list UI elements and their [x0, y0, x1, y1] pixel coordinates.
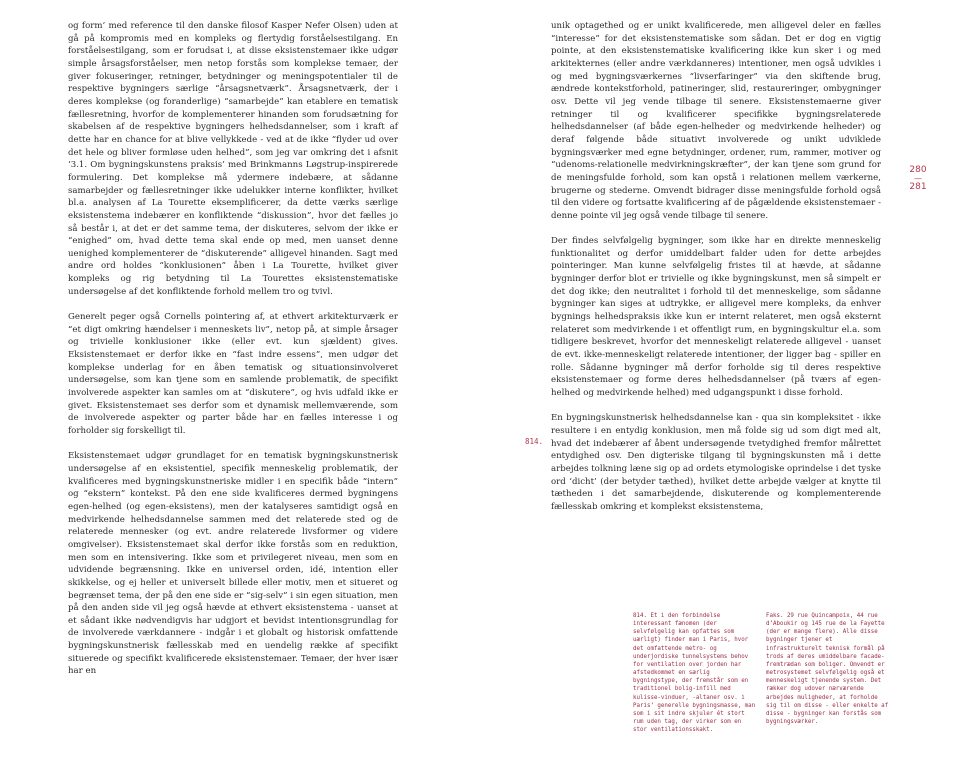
- right-paragraph-1: unik optagethed og er unikt kvalificerede, men alligevel deler en fælles “interesse” for det eksistenstematiske som sådan. Det er dog en vigtig pointe, at den eksistenstematiske kvalificering ikke kun sker i og med arkitekternes (eller andre værkdanneres) intentioner, men også udvikles i og med bygningsværkernes “livserfaringer” via den skiftende brug, ændrede kontekstforhold, patineringer, slid, restaureringer, ombygninger osv. Dette vil jeg vende tilbage til senere. Eksistenstemaerne giver retninger til og kvalificerer specifikke bygningsrelaterede helhedsdannelser (af både egen-helheder og medvirkende helheder) og deraf følgende både situativt involverede og unikt udviklede bygningsværker med egne betydninger, ordener, rum, rammer, motiver og “udenoms-relationelle medvirkningskræfter”, der kan tjene som grund for de meningsfulde forhold, som kan opstå i relationen mellem værkerne, brugerne og stederne. Omvendt bidrager disse meningsfulde forhold også til den videre og fortsatte kvalificering af de pågældende eksistenstemaer - denne pointe vil jeg også vende tilbage til senere.: [551, 21, 881, 221]
- page-number-dash: —: [914, 174, 922, 183]
- footnote-column-1: 814. Et i den forbindelse interessant fænomen (der selvfølgelig kan opfattes som uærligt) finder man i Paris, hvor det omfattende metro- og underjordiske tunnelsystems behov for ventilation over jorden har afstedkommet en særlig bygningstype, der fremstår som en traditionel bolig-infill med kulisse-vinduer, -altaner osv. i Paris’ generelle bygningsmasse, man som i sit indre skjuler ét stort rum uden tag, der virker som en stor ventilationsskakt.: [633, 613, 756, 734]
- footnote-marker: 814.: [525, 437, 544, 446]
- left-paragraph-2: Generelt peger også Cornells pointering af, at ethvert arkitekturværk er “et digt omkring hændelser i menneskets liv”, netop på, at simple årsager og trivielle konklusioner ikke (eller evt. kun sjældent) gives. Eksistenstemaet er derfor ikke en “fast indre essens”, men udgør det komplekse underlag for en åben tematisk og situationsinvolveret undersøgelse, som kan tjene som en samlende problematik, de specifikt involverede aspekter kan samles om at “diskutere”, og hvis udfald ikke er givet. Eksistenstemaet ses derfor som et dynamisk mellemværende, som de involverede aspekter og parter både har en fælles interesse i og forholder sig forskelligt til.: [68, 312, 398, 436]
- left-paragraph-1: og form’ med reference til den danske filosof Kasper Nefer Olsen) uden at gå på kompromis med en kompleks og flertydig forståelsestilgang. En forståelsestilgang, som er forudsat i, at disse eksistenstemaer ikke udgør simple årsagsforståelser, men netop forstås som komplekse temaer, der giver fokuseringer, retninger, betydninger og meningspotentialer til de respektive bygningers særlige “årsagsnetværk”. Årsagsnetværk, der i deres komplekse (og foranderlige) “samarbejde” kan etablere en tematisk fællesretning, hvorfor de komplementerer hinanden som forudsætning for skabelsen af de respektive bygningers helhedsdannelser, som i kraft af dette har en chance for at blive vellykkede - ved at de ikke “flyder ud over det hele og bliver formløse uden helhed”, som jeg var omkring det i afsnit ‘3.1. Om bygningskunstens praksis’ med Brinkmanns Løgstrup-inspirerede formulering. Det komplekse må ydermere indebære, at sådanne samarbejder og fællesretninger ikke udelukker interne konflikter, hvilket bl.a. analysen af La Tourette eksemplificerer, da dette værks særlige eksistenstema indebærer en konfliktende “diskussion”, hvor det fælles jo så består i, at det er det samme tema, der diskuteres, selvom der ikke er “enighed” om, hvad dette tema skal ende op med, men uanset denne uenighed komplementerer de “diskuterende” alligevel hinanden. Sagt med andre ord holdes “konklusionen” åben i La Tourette, hvilket giver kompleks og rig betydning til La Tourettes eksistenstematiske undersøgelse af det konfliktende forhold mellem tro og tvivl.: [68, 21, 398, 297]
- page-number-left: 280: [909, 165, 927, 175]
- right-paragraph-2: Der findes selvfølgelig bygninger, som ikke har en direkte menneskelig funktionalitet og derfor umiddelbart falder uden for dette arbejdes pointeringer. Man kunne selvfølgelig fristes til at hævde, at sådanne bygninger derfor blot er trivielle og ikke bygningskunst, men så simpelt er det dog ikke; den neutralitet i forhold til det menneskelige, som sådanne bygninger kan siges at udtrykke, er alligevel mere kompleks, da enhver bygnings helhedspraksis ikke kun er internt relateret, men også eksternt relateret som medvirkende i et offentligt rum, en bygningskultur el.a. som tidligere beskrevet, hvorfor det menneskeligt relaterede alligevel - uanset de evt. ikke-menneskeligt relaterede intentioner, der ligger bag - spiller en rolle. Sådanne bygninger må derfor forholde sig til deres respektive eksistenstemaer og forme deres helhedsdannelser (på tværs af egen-helhed og medvirkende helhed) med udgangspunkt i disse forhold.: [551, 236, 881, 399]
- page-number-right: 281: [909, 182, 927, 192]
- footnote-column-2: Faks. 29 rue Quincampoix, 44 rue d’Aboukir og 145 rue de la Fayette (der er mange flere). Alle disse bygninger tjener et infrastrukturelt teknisk formål på trods af deres umiddelbare facade-fremtrædan som boliger. Omvendt er metrosystemet selvfølgelig også et menneskeligt tjenende system. Det rækker dog udover nærværende arbejdes muligheder, at forholde sig til om disse - eller enkelte af disse - bygninger kan forstås som bygningsværker.: [766, 613, 889, 726]
- left-text-column: [68, 20, 398, 691]
- right-paragraph-3: En bygningskunstnerisk helhedsdannelse kan - qua sin kompleksitet - ikke resultere i en entydig konklusion, men må folde sig ud som digt med alt, hvad det indebærer af åbent undersøgende tvetydighed fremfor målrettet entydighed osv. Den digteriske tilgang til bygningskunsten må i dette arbejdes tolkning læne sig op ad ordets etymologiske oprindelse i det tyske ord ‘dicht’ (der betyder tæthed), hvilket dette arbejde vælger at knytte til tætheden i det samarbejdende, diskuterende og komplementerende fællesskab omkring et komplekst eksistenstema,: [551, 413, 881, 512]
- right-text-column: [551, 20, 881, 526]
- page-numbers: [907, 165, 929, 192]
- left-paragraph-3: Eksistenstemaet udgør grundlaget for en tematisk bygningskunstnerisk undersøgelse af en eksistentiel, specifik menneskelig problematik, der kvalificeres med bygningskunstneriske midler i en specifik både “intern” og “ekstern” kontekst. På den ene side kvalificeres dermed bygningens egen-helhed (og egen-eksistens), men der katalyseres samtidigt også en medvirkende helhedsdannelse sammen med det relaterede sted og de relaterede mennesker (og evt. andre relaterede livsformer og videre omgivelser). Eksistenstemaet skal derfor ikke forstås som en reduktion, men som en intensivering. Ikke som et privilegeret niveau, men som en udvidende begrænsning. Ikke en universel orden, idé, intention eller skikkelse, og ej heller et universelt billede eller motiv, men et situeret og begrænset tema, der på den ene side er “sig-selv” i sin egen situation, men på den anden side vil jeg også hævde at ethvert eksistenstema - uanset at et sådant ikke nødvendigvis har udgjort et bevidst intentionsgrundlag for de involverede værkdannere - indgår i et globalt og historisk omfattende bygningskunstnerisk fællesskab med en uendelig række af specifikt situerede og specifikt kvalificerede eksistenstemaer. Temaer, der hver især har en: [68, 451, 398, 677]
